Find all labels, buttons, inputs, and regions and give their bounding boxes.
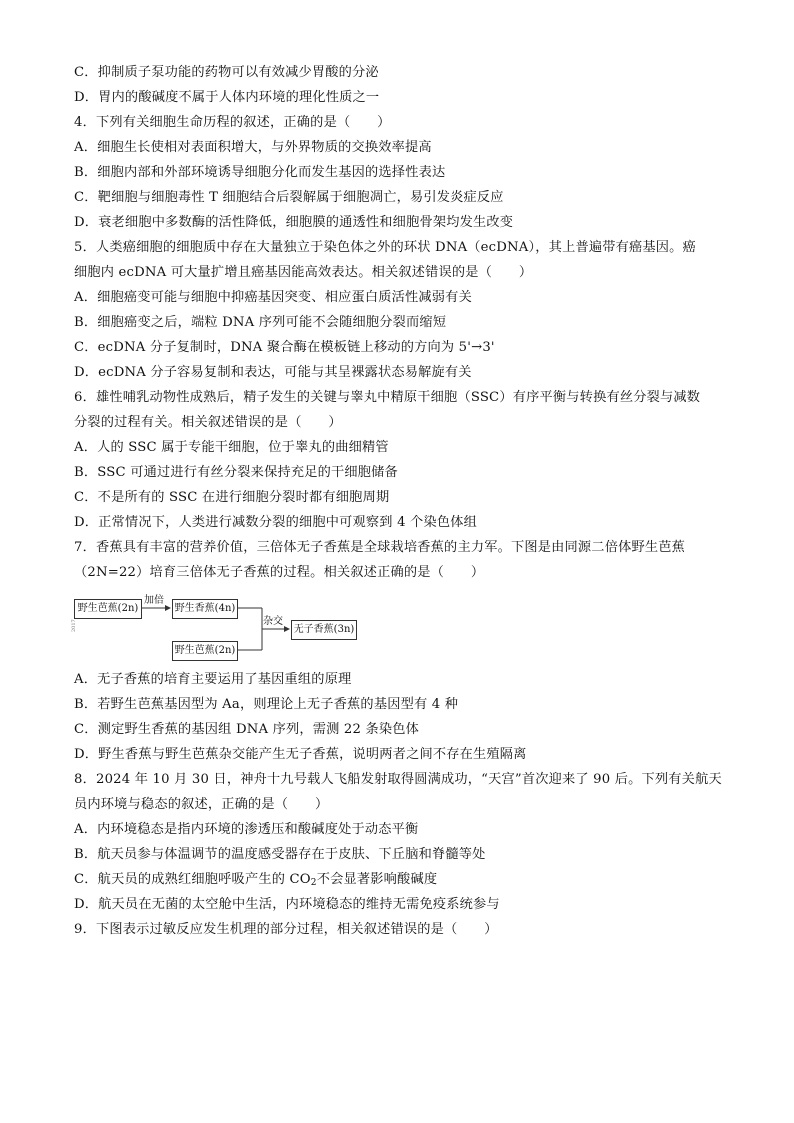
q8-option-c-suffix: 不会显著影响酸碱度 <box>316 872 438 887</box>
q5-stem-line1: 5．人类癌细胞的细胞质中存在大量独立于染色体之外的环状 DNA（ecDNA），其上普遍带有癌基因。癌 <box>74 240 696 255</box>
q7-option-c: C．测定野生香蕉的基因组 DNA 序列，需测 22 条染色体 <box>74 722 420 737</box>
q7-stem-line2: （2N=22）培育三倍体无子香蕉的过程。相关叙述正确的是（ ） <box>74 565 485 580</box>
label-cross: 杂交 <box>263 616 283 627</box>
q8-option-c <box>74 871 437 889</box>
co2-subscript: 2 <box>310 878 317 888</box>
q5-option-b: B．细胞癌变之后，端粒 DNA 序列可能不会随细胞分裂而缩短 <box>74 315 447 330</box>
q5-stem-line2: 细胞内 ecDNA 可大量扩增且癌基因能高效表达。相关叙述错误的是（ ） <box>74 265 533 280</box>
q7-option-a: A．无子香蕉的培育主要运用了基因重组的原理 <box>74 672 352 687</box>
q4-option-b: B．细胞内部和外部环境诱导细胞分化而发生基因的选择性表达 <box>74 165 446 180</box>
q6-option-a: A．人的 SSC 属于专能干细胞，位于睾丸的曲细精管 <box>74 440 389 455</box>
q4-stem: 4．下列有关细胞生命历程的叙述，正确的是（ ） <box>74 115 391 130</box>
q8-stem-line1: 8．2024 年 10 月 30 日，神舟十九号载人飞船发射取得圆满成功，“天宫”首次迎来了 90 后。下列有关航天 <box>74 772 722 787</box>
box-wild-banana-2n-bottom: 野生芭蕉(2n) <box>172 641 238 661</box>
q4-option-d: D．衰老细胞中多数酶的活性降低，细胞膜的通透性和细胞骨架均发生改变 <box>74 215 514 230</box>
q5-option-a: A．细胞癌变可能与细胞中抑癌基因突变、相应蛋白质活性减弱有关 <box>74 290 472 305</box>
label-doubling: 加倍 <box>144 595 164 606</box>
q6-option-b: B．SSC 可通过进行有丝分裂来保持充足的干细胞储备 <box>74 465 398 480</box>
q7-stem-line1: 7．香蕉具有丰富的营养价值，三倍体无子香蕉是全球栽培香蕉的主力军。下图是由同源二倍体野生芭蕉 <box>74 540 686 555</box>
q4-option-a: A．细胞生长使相对表面积增大，与外界物质的交换效率提高 <box>74 140 432 155</box>
breeding-diagram <box>70 592 370 662</box>
box-seedless-3n: 无子香蕉(3n) <box>291 620 357 640</box>
q3-option-c: C．抑制质子泵功能的药物可以有效减少胃酸的分泌 <box>74 65 379 80</box>
q7-option-b: B．若野生芭蕉基因型为 Aa，则理论上无子香蕉的基因型有 4 种 <box>74 697 459 712</box>
q6-stem-line2: 分裂的过程有关。相关叙述错误的是（ ） <box>74 415 342 430</box>
q8-option-d: D．航天员在无菌的太空舱中生活，内环境稳态的维持无需免疫系统参与 <box>74 897 500 912</box>
q8-option-b: B．航天员参与体温调节的温度感受器存在于皮肤、下丘脑和脊髓等处 <box>74 847 486 862</box>
q6-option-c: C．不是所有的 SSC 在进行细胞分裂时都有细胞周期 <box>74 490 390 505</box>
box-wild-banana-2n: 野生芭蕉(2n) <box>74 599 142 619</box>
q5-option-d: D．ecDNA 分子容易复制和表达，可能与其呈裸露状态易解旋有关 <box>74 365 472 380</box>
q6-option-d: D．正常情况下，人类进行减数分裂的细胞中可观察到 4 个染色体组 <box>74 515 477 530</box>
q3-option-d: D．胃内的酸碱度不属于人体内环境的理化性质之一 <box>74 90 380 105</box>
q4-option-c: C．靶细胞与细胞毒性 T 细胞结合后裂解属于细胞凋亡，易引发炎症反应 <box>74 190 504 205</box>
q9-stem: 9．下图表示过敏反应发生机理的部分过程，相关叙述错误的是（ ） <box>74 922 498 937</box>
side-watermark: 2017 <box>71 619 77 632</box>
q8-option-a: A．内环境稳态是指内环境的渗透压和酸碱度处于动态平衡 <box>74 822 419 837</box>
q8-stem-line2: 员内环境与稳态的叙述，正确的是（ ） <box>74 797 329 812</box>
q5-option-c: C．ecDNA 分子复制时，DNA 聚合酶在模板链上移动的方向为 5'→3' <box>74 340 495 355</box>
q6-stem-line1: 6．雄性哺乳动物性成熟后，精子发生的关键与睾丸中精原干细胞（SSC）有序平衡与转换有丝分裂与减数 <box>74 390 701 405</box>
box-wild-xiangjiao-4n: 野生香蕉(4n) <box>172 599 238 619</box>
q7-option-d: D．野生香蕉与野生芭蕉杂交能产生无子香蕉，说明两者之间不存在生殖隔离 <box>74 747 527 762</box>
q8-option-c-prefix: C．航天员的成熟红细胞呼吸产生的 CO <box>74 872 311 887</box>
